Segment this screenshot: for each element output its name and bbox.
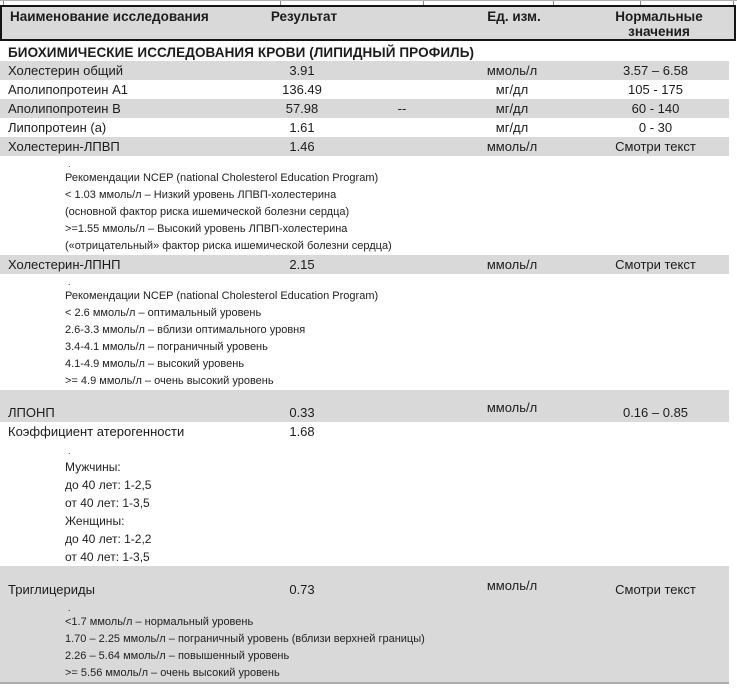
table-gridline bbox=[3, 1, 4, 5]
test-flag bbox=[362, 582, 442, 598]
comment-line: 2.26 – 5.64 ммоль/л – повышенный уровень bbox=[65, 650, 290, 662]
comment-line: («отрицательный» фактор риска ишемической болезни сердца) bbox=[65, 240, 392, 252]
test-units: ммоль/л bbox=[486, 578, 538, 593]
test-flag bbox=[362, 422, 442, 441]
table-row-triglycerides bbox=[0, 578, 729, 598]
test-result: 57.98 bbox=[285, 101, 319, 116]
comment-line: от 40 лет: 1-3,5 bbox=[65, 496, 150, 510]
test-name: Аполипопротеин А1 bbox=[8, 82, 128, 97]
column-header-result: Результат bbox=[270, 9, 338, 24]
test-normal-range bbox=[582, 422, 729, 441]
test-result: 1.46 bbox=[289, 139, 315, 154]
atherogenic-comment-block bbox=[0, 441, 737, 566]
test-units: ммоль/л bbox=[486, 63, 538, 78]
test-name: Липопротеин (а) bbox=[8, 120, 107, 135]
comment-line: >= 4.9 ммоль/л – очень высокий уровень bbox=[65, 375, 274, 387]
comment-line: Мужчины: bbox=[65, 460, 121, 474]
comment-line: < 2.6 ммоль/л – оптимальный уровень bbox=[65, 307, 262, 319]
test-units: мг/дл bbox=[495, 120, 529, 135]
table-gridline bbox=[423, 1, 424, 5]
comment-line: 1.70 – 2.25 ммоль/л – пограничный уровень (вблизи верхней границы) bbox=[65, 633, 425, 645]
comment-line: до 40 лет: 1-2,5 bbox=[65, 478, 152, 492]
table-row-hdl-cholesterol bbox=[0, 137, 729, 156]
test-units: ммоль/л bbox=[486, 139, 538, 154]
comment-line: Женщины: bbox=[65, 514, 125, 528]
test-normal-range: 3.57 – 6.58 bbox=[622, 63, 689, 78]
ldl-comment-block bbox=[0, 274, 737, 390]
column-header-flag-spacer bbox=[364, 9, 444, 39]
table-gridline bbox=[640, 1, 641, 5]
column-header-normal-values: Нормальные значения bbox=[615, 9, 703, 39]
comment-line: <1.7 ммоль/л – нормальный уровень bbox=[65, 616, 254, 628]
comment-line: 3.4-4.1 ммоль/л – пограничный уровень bbox=[65, 341, 268, 353]
table-gridline bbox=[280, 1, 281, 5]
test-normal-range: Смотри текст bbox=[615, 582, 696, 597]
test-flag bbox=[362, 137, 442, 156]
test-units: ммоль/л bbox=[486, 257, 538, 272]
test-name: Холестерин-ЛПНП bbox=[8, 257, 121, 272]
triglycerides-comment-block bbox=[0, 598, 729, 682]
test-normal-range: 105 - 175 bbox=[628, 82, 683, 97]
comment-marker: . bbox=[68, 603, 71, 613]
test-result: 1.68 bbox=[289, 424, 315, 439]
test-flag bbox=[362, 61, 442, 80]
table-gridline bbox=[553, 1, 554, 5]
test-result: 1.61 bbox=[289, 120, 315, 135]
test-units: мг/дл bbox=[495, 82, 529, 97]
column-header-test-name: Наименование исследования bbox=[10, 9, 209, 24]
table-header bbox=[0, 5, 736, 41]
table-gridline bbox=[733, 1, 734, 5]
comment-line: Рекомендации NCEP (national Cholesterol Education Program) bbox=[65, 172, 379, 184]
triglycerides-block bbox=[0, 566, 729, 684]
comment-line: 4.1-4.9 ммоль/л – высокий уровень bbox=[65, 358, 245, 370]
test-units: ммоль/л bbox=[486, 400, 538, 415]
test-flag bbox=[362, 255, 442, 274]
test-units: мг/дл bbox=[495, 101, 529, 116]
test-flag: -- bbox=[397, 101, 407, 116]
test-name: Триглицериды bbox=[8, 582, 95, 597]
test-result: 3.91 bbox=[289, 63, 315, 78]
test-name: Коэффициент атерогенности bbox=[8, 424, 185, 439]
test-flag bbox=[362, 80, 442, 99]
comment-line: < 1.03 ммоль/л – Низкий уровень ЛПВП-холестерина bbox=[65, 189, 337, 201]
test-result: 136.49 bbox=[282, 82, 322, 97]
comment-marker: . bbox=[68, 159, 71, 169]
test-normal-range: 0.16 – 0.85 bbox=[622, 405, 689, 420]
comment-marker: . bbox=[68, 277, 71, 287]
table-row-apolipoprotein-b bbox=[0, 99, 729, 118]
comment-line: Рекомендации NCEP (national Cholesterol Education Program) bbox=[65, 290, 379, 302]
test-units bbox=[442, 422, 582, 441]
test-result: 0.33 bbox=[289, 405, 315, 420]
hdl-comment-block bbox=[0, 156, 737, 255]
table-row-atherogenic-coefficient bbox=[0, 422, 729, 441]
comment-line: 2.6-3.3 ммоль/л – вблизи оптимального уровня bbox=[65, 324, 306, 336]
test-normal-range: Смотри текст bbox=[615, 257, 696, 272]
test-name: Аполипопротеин В bbox=[8, 101, 121, 116]
test-flag bbox=[362, 118, 442, 137]
comment-marker: . bbox=[68, 446, 71, 456]
test-name: Холестерин-ЛПВП bbox=[8, 139, 120, 154]
test-normal-range: 60 - 140 bbox=[631, 101, 680, 116]
previous-table-edge bbox=[0, 0, 737, 5]
test-result: 2.15 bbox=[289, 257, 315, 272]
comment-line: (основной фактор риска ишемической болезни сердца) bbox=[65, 206, 350, 218]
column-header-units: Ед. изм. bbox=[487, 9, 541, 24]
section-title: БИОХИМИЧЕСКИЕ ИССЛЕДОВАНИЯ КРОВИ (ЛИПИДНЫЙ ПРОФИЛЬ) bbox=[8, 45, 475, 60]
test-result: 0.73 bbox=[289, 582, 315, 597]
table-row-lipoprotein-a bbox=[0, 118, 729, 137]
test-normal-range: 0 - 30 bbox=[638, 120, 673, 135]
table-row-ldl-cholesterol bbox=[0, 255, 729, 274]
comment-line: >=1.55 ммоль/л – Высокий уровень ЛПВП-холестерина bbox=[65, 223, 348, 235]
table-row-vldl bbox=[0, 390, 729, 422]
test-normal-range: Смотри текст bbox=[615, 139, 696, 154]
test-name: ЛПОНП bbox=[8, 405, 55, 420]
comment-line: >= 5.56 ммоль/л – очень высокий уровень bbox=[65, 667, 280, 679]
comment-line: от 40 лет: 1-3,5 bbox=[65, 550, 150, 564]
test-name: Холестерин общий bbox=[8, 63, 124, 78]
table-row-apolipoprotein-a1 bbox=[0, 80, 729, 99]
comment-line: до 40 лет: 1-2,2 bbox=[65, 532, 152, 546]
table-row-total-cholesterol bbox=[0, 61, 729, 80]
